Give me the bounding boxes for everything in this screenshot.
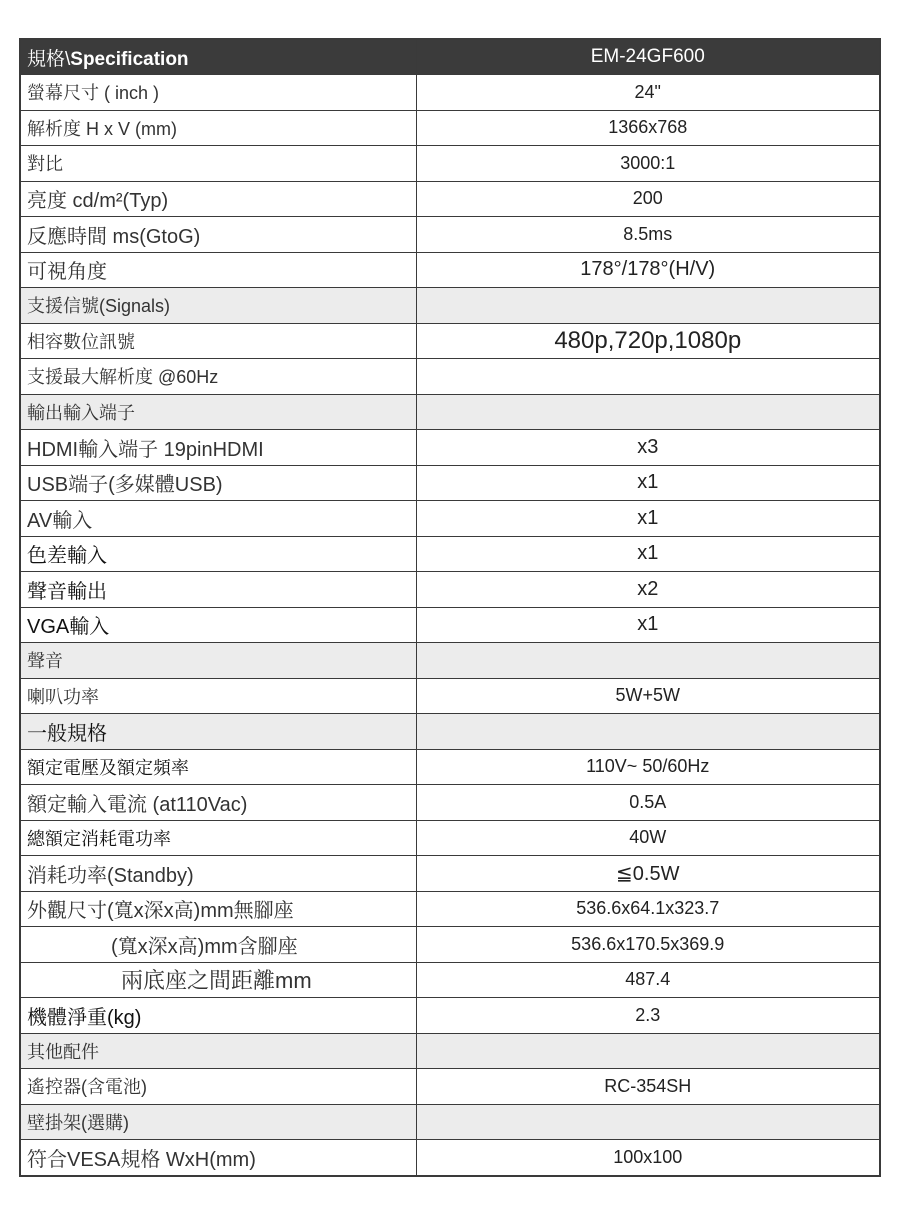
spec-value: 3000:1	[416, 146, 880, 182]
table-row	[20, 891, 880, 927]
table-row	[20, 856, 880, 892]
table-row	[20, 927, 880, 963]
spec-value: 178°/178°(H/V)	[416, 252, 880, 288]
spec-value: x1	[416, 465, 880, 501]
spec-label: 解析度 H x V (mm)	[20, 110, 416, 146]
table-row	[20, 252, 880, 288]
table-row	[20, 181, 880, 217]
spec-label: 喇叭功率	[20, 678, 416, 714]
spec-label: 符合VESA規格 WxH(mm)	[20, 1140, 416, 1176]
header-label-prefix: 規格\	[27, 48, 71, 70]
spec-label: (寬x深x高)mm含腳座	[20, 927, 416, 963]
spec-label: 遙控器(含電池)	[20, 1069, 416, 1105]
section-row	[20, 643, 880, 679]
section-row	[20, 394, 880, 430]
spec-label: AV輸入	[20, 501, 416, 537]
section-label: 一般規格	[20, 714, 416, 750]
spec-value	[416, 359, 880, 395]
spec-label: 反應時間 ms(GtoG)	[20, 217, 416, 253]
table-row	[20, 572, 880, 608]
table-row	[20, 1069, 880, 1105]
spec-value: 40W	[416, 820, 880, 856]
spec-label: 可視角度	[20, 252, 416, 288]
table-row	[20, 501, 880, 537]
spec-value: 2.3	[416, 998, 880, 1034]
section-label: 聲音	[20, 643, 416, 679]
table-row	[20, 962, 880, 998]
spec-label: 總額定消耗電功率	[20, 820, 416, 856]
spec-value: ≦0.5W	[416, 856, 880, 892]
spec-value: x1	[416, 607, 880, 643]
header-label-strong: Specification	[70, 48, 189, 70]
spec-value: 110V~ 50/60Hz	[416, 749, 880, 785]
spec-value: RC-354SH	[416, 1069, 880, 1105]
spec-label: 額定電壓及額定頻率	[20, 749, 416, 785]
spec-value	[416, 288, 880, 324]
table-row	[20, 820, 880, 856]
spec-value: 536.6x64.1x323.7	[416, 891, 880, 927]
table-row	[20, 785, 880, 821]
spec-value: 24"	[416, 75, 880, 111]
table-row	[20, 1140, 880, 1176]
section-row	[20, 288, 880, 324]
spec-label: 兩底座之間距離mm	[20, 962, 416, 998]
spec-value	[416, 714, 880, 750]
spec-table	[19, 38, 881, 1177]
spec-label: 螢幕尺寸 ( inch )	[20, 75, 416, 111]
table-row	[20, 536, 880, 572]
table-row	[20, 323, 880, 359]
table-row	[20, 110, 880, 146]
spec-value: x1	[416, 536, 880, 572]
table-row	[20, 75, 880, 111]
table-row	[20, 430, 880, 466]
table-row	[20, 359, 880, 395]
spec-label: 聲音輸出	[20, 572, 416, 608]
spec-label: 相容數位訊號	[20, 323, 416, 359]
spec-label: 外觀尺寸(寬x深x高)mm無腳座	[20, 891, 416, 927]
spec-label: USB端子(多媒體USB)	[20, 465, 416, 501]
section-row	[20, 1104, 880, 1140]
section-label: 輸出輸入端子	[20, 394, 416, 430]
spec-label: 支援最大解析度 @60Hz	[20, 359, 416, 395]
spec-value: x3	[416, 430, 880, 466]
table-row	[20, 998, 880, 1034]
table-row	[20, 749, 880, 785]
header-model: EM-24GF600	[416, 39, 880, 75]
section-label: 其他配件	[20, 1033, 416, 1069]
table-header-row	[20, 39, 880, 75]
spec-value: x2	[416, 572, 880, 608]
spec-label: 亮度 cd/m²(Typ)	[20, 181, 416, 217]
spec-value: 5W+5W	[416, 678, 880, 714]
spec-value	[416, 643, 880, 679]
table-row	[20, 607, 880, 643]
spec-value: 200	[416, 181, 880, 217]
spec-value: x1	[416, 501, 880, 537]
section-row	[20, 714, 880, 750]
spec-value: 487.4	[416, 962, 880, 998]
spec-value	[416, 394, 880, 430]
spec-value	[416, 1033, 880, 1069]
spec-value: 480p,720p,1080p	[416, 323, 880, 359]
spec-value: 8.5ms	[416, 217, 880, 253]
spec-value: 0.5A	[416, 785, 880, 821]
table-row	[20, 146, 880, 182]
table-row	[20, 465, 880, 501]
spec-label: HDMI輸入端子 19pinHDMI	[20, 430, 416, 466]
spec-label: 額定輸入電流 (at110Vac)	[20, 785, 416, 821]
spec-value: 536.6x170.5x369.9	[416, 927, 880, 963]
spec-label: 色差輸入	[20, 536, 416, 572]
table-row	[20, 217, 880, 253]
spec-value: 100x100	[416, 1140, 880, 1176]
spec-value: 1366x768	[416, 110, 880, 146]
section-label: 壁掛架(選購)	[20, 1104, 416, 1140]
section-row	[20, 1033, 880, 1069]
spec-value	[416, 1104, 880, 1140]
spec-label: VGA輸入	[20, 607, 416, 643]
table-row	[20, 678, 880, 714]
section-label: 支援信號(Signals)	[20, 288, 416, 324]
spec-label: 消耗功率(Standby)	[20, 856, 416, 892]
header-label	[20, 39, 416, 75]
spec-label: 對比	[20, 146, 416, 182]
spec-label: 機體淨重(kg)	[20, 998, 416, 1034]
